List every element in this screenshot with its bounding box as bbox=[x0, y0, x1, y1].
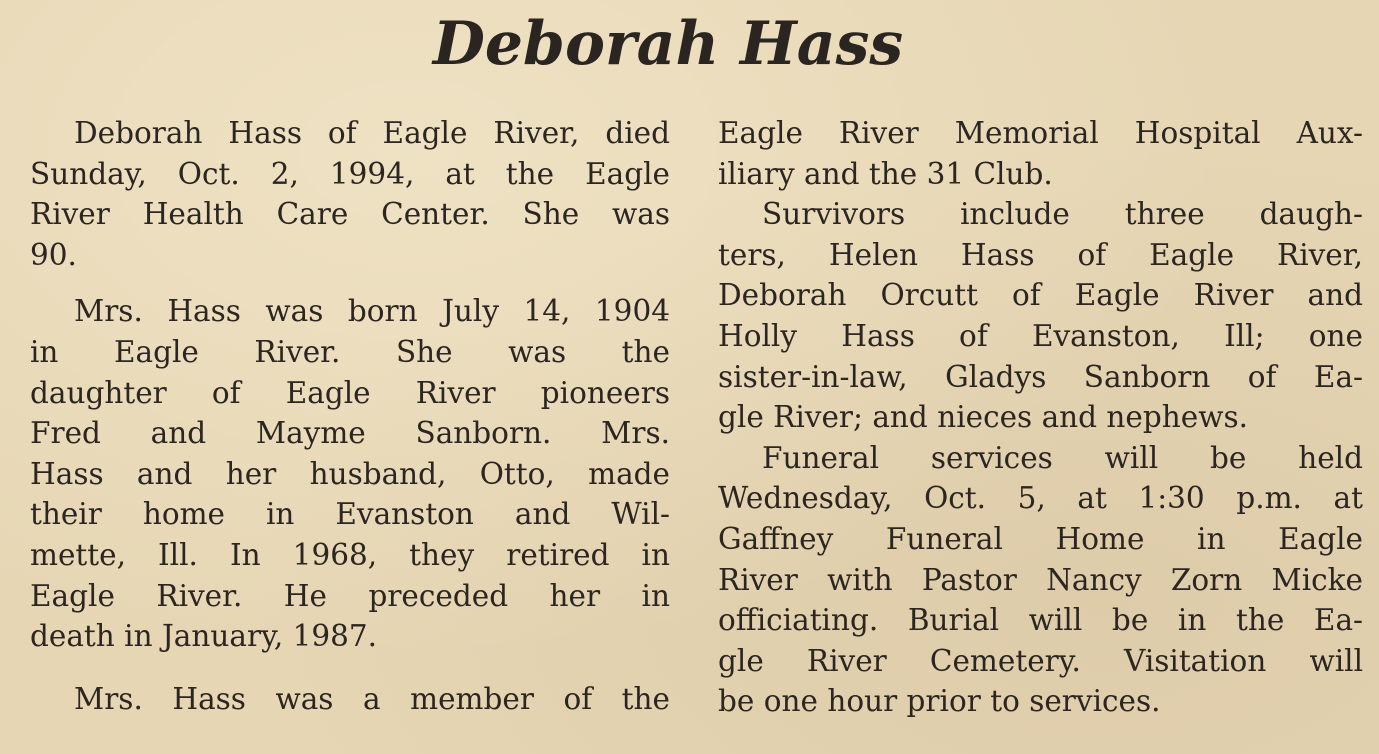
text-line: Deborah Orcutt of Eagle River and bbox=[718, 278, 1363, 313]
text-line: Holly Hass of Evanston, Ill; one bbox=[718, 318, 1363, 353]
article-title: Deborah Hass bbox=[432, 9, 904, 79]
text-line: Funeral services will be held bbox=[762, 440, 1363, 475]
text-line: Mrs. Hass was born July 14, 1904 bbox=[74, 294, 670, 329]
text-line: Sunday, Oct. 2, 1994, at the Eagle bbox=[30, 156, 670, 191]
text-line: death in January, 1987. bbox=[30, 619, 378, 654]
paragraph-gap bbox=[30, 275, 670, 291]
text-line: Fred and Mayme Sanborn. Mrs. bbox=[30, 416, 670, 451]
text-line: ters, Helen Hass of Eagle River, bbox=[718, 237, 1363, 272]
text-line: 90. bbox=[30, 237, 77, 272]
text-line: River with Pastor Nancy Zorn Micke bbox=[718, 562, 1363, 597]
right-column bbox=[718, 113, 1363, 722]
text-line: gle River; and nieces and nephews. bbox=[718, 400, 1248, 435]
text-line: officiating. Burial will be in the Ea- bbox=[718, 603, 1363, 638]
text-line: Eagle River Memorial Hospital Aux- bbox=[718, 116, 1363, 150]
text-line: iliary and the 31 Club. bbox=[718, 156, 1053, 191]
paragraph-gap bbox=[30, 657, 670, 679]
text-line: River Health Care Center. She was bbox=[30, 197, 670, 232]
text-line: Hass and her husband, Otto, made bbox=[30, 456, 670, 491]
text-line: Wednesday, Oct. 5, at 1:30 p.m. at bbox=[718, 481, 1363, 516]
text-line: sister-in-law, Gladys Sanborn of Ea- bbox=[718, 359, 1363, 394]
text-line: Gaffney Funeral Home in Eagle bbox=[718, 521, 1363, 556]
text-line: Eagle River. He preceded her in bbox=[30, 578, 670, 613]
text-line: Mrs. Hass was a member of the bbox=[74, 681, 670, 716]
text-line: Survivors include three daugh- bbox=[762, 197, 1363, 232]
text-line: their home in Evanston and Wil- bbox=[30, 497, 670, 532]
left-column bbox=[30, 113, 670, 719]
text-line: in Eagle River. She was the bbox=[30, 334, 670, 369]
text-line: gle River Cemetery. Visitation will bbox=[718, 643, 1363, 678]
text-line: Deborah Hass of Eagle River, died bbox=[74, 116, 670, 150]
text-line: daughter of Eagle River pioneers bbox=[30, 375, 670, 410]
text-line: mette, Ill. In 1968, they retired in bbox=[30, 537, 670, 572]
text-line: be one hour prior to services. bbox=[718, 684, 1161, 719]
